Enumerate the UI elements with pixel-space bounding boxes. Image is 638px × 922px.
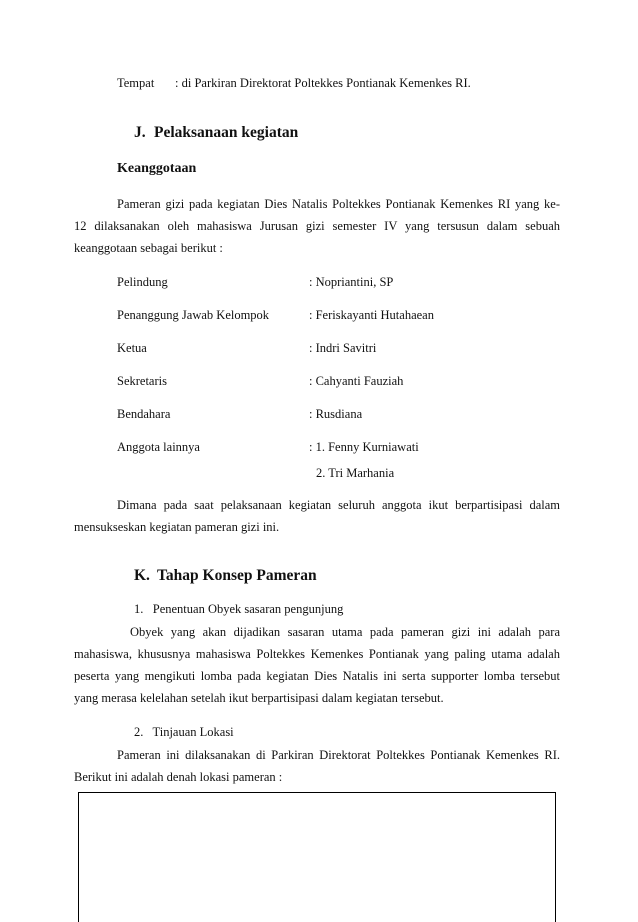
member-name-extra: 2. Tri Marhania: [316, 466, 395, 480]
section-j-title: Pelaksanaan kegiatan: [154, 124, 299, 141]
member-role: Bendahara: [117, 407, 171, 421]
section-j-paragraph-line-2: 12 dilaksanakan oleh mahasiswa Jurusan gizi semester IV yang tersusun dalam sebuah: [74, 219, 560, 233]
item-2-title: 2. Tinjauan Lokasi: [134, 725, 234, 739]
section-k-number: K.: [134, 567, 150, 584]
item-1-title: 1. Penentuan Obyek sasaran pengunjung: [134, 602, 344, 616]
section-j-paragraph-line-3: keanggotaan sebagai berikut :: [74, 241, 223, 255]
member-name: : Cahyanti Fauziah: [309, 374, 404, 388]
keanggotaan-heading: Keanggotaan: [117, 161, 197, 176]
item-1-line-2: mahasiswa, khususnya mahasiswa Poltekkes Kemenkes Pontianak yang paling utama adalah: [74, 647, 560, 661]
member-role: Penanggung Jawab Kelompok: [117, 308, 270, 322]
section-j-closing-line-2: mensukseskan kegiatan pameran gizi ini.: [74, 520, 280, 534]
section-j-closing-line-1: Dimana pada saat pelaksanaan kegiatan seluruh anggota ikut berpartisipasi dalam: [117, 498, 560, 512]
member-name: : Feriskayanti Hutahaean: [309, 308, 434, 322]
item-2-line-1: Pameran ini dilaksanakan di Parkiran Direktorat Poltekkes Pontianak Kemenkes RI.: [117, 748, 560, 762]
item-2-line-2: Berikut ini adalah denah lokasi pameran :: [74, 770, 283, 784]
member-role: Sekretaris: [117, 374, 167, 388]
item-1-line-4: yang merasa kelelahan setelah ikut berpartisipasi dalam kegiatan tersebut.: [74, 691, 444, 705]
member-role: Ketua: [117, 341, 147, 355]
section-k-title: Tahap Konsep Pameran: [157, 567, 317, 584]
tempat-value: : di Parkiran Direktorat Poltekkes Pontianak Kemenkes RI.: [175, 76, 471, 90]
section-j-number: J.: [134, 124, 146, 141]
member-role: Pelindung: [117, 275, 168, 289]
member-name: : Nopriantini, SP: [309, 275, 394, 289]
tempat-label: Tempat: [117, 76, 155, 90]
section-j-paragraph-line-1: Pameran gizi pada kegiatan Dies Natalis Poltekkes Pontianak Kemenkes RI yang ke-: [117, 197, 560, 211]
member-name: : Indri Savitri: [309, 341, 377, 355]
item-1-line-3: peserta yang mengikuti lomba pada kegiatan Dies Natalis ini serta supporter lomba tersebut: [74, 669, 560, 683]
member-role: Anggota lainnya: [117, 440, 200, 454]
member-name: : Rusdiana: [309, 407, 363, 421]
item-1-line-1: Obyek yang akan dijadikan sasaran utama pada pameran gizi ini adalah para: [130, 625, 560, 639]
member-name: : 1. Fenny Kurniawati: [309, 440, 419, 454]
